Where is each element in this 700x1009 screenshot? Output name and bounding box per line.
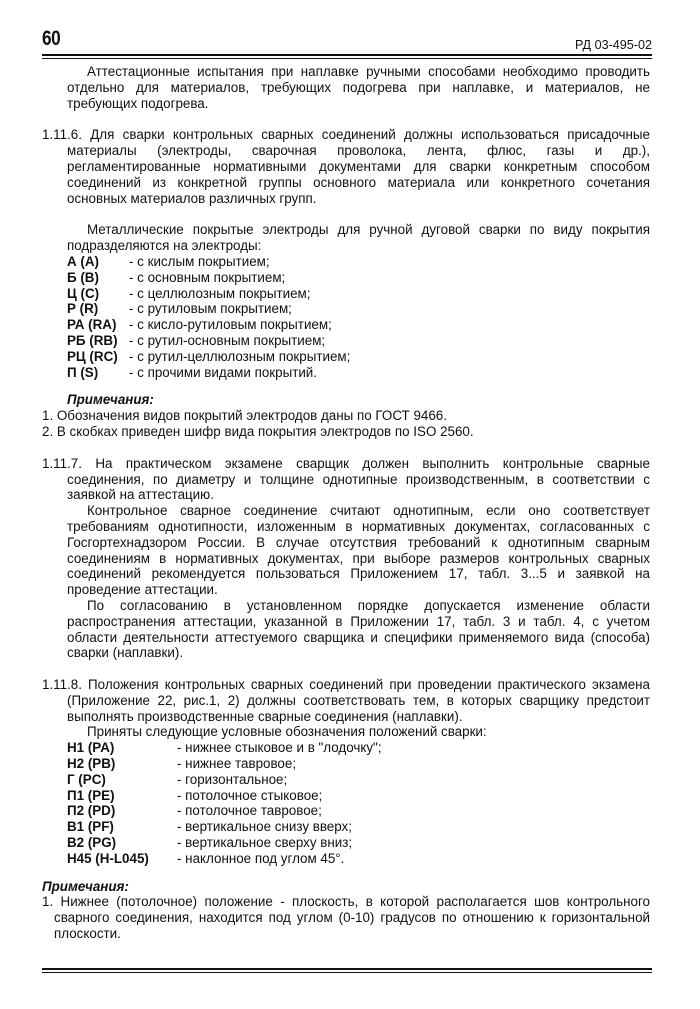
footer-rule <box>42 968 652 973</box>
welding-position-row <box>67 835 650 851</box>
welding-position-row <box>67 819 650 835</box>
code-label: Ц (С) <box>67 285 100 301</box>
code-description: - с основным покрытием; <box>129 269 286 285</box>
welding-position-row <box>67 851 650 867</box>
section-1-11-8: 1.11.8. Положения контрольных сварных соединений при проведении практического экзамена (Приложение 22, рис.1, 2) должны соответствовать тем, в которых сварщику предстоит выполнять производственные сварные соединения (наплавки). <box>42 677 650 724</box>
code-label: В2 (PG) <box>67 835 117 851</box>
code-description: - с кислым покрытием; <box>129 253 270 269</box>
code-label: Р (R) <box>67 301 99 317</box>
code-label: Б (В) <box>67 269 99 285</box>
welding-position-row <box>67 788 650 804</box>
note-item: 1. Обозначения видов покрытий электродов даны по ГОСТ 9466. <box>42 408 447 424</box>
code-label: Н45 (H-L045) <box>67 850 149 866</box>
electrode-type-row <box>67 349 650 365</box>
code-label: Г (PC) <box>67 771 106 787</box>
code-description: - с прочими видами покрытий. <box>129 364 318 380</box>
code-description: - с рутил-целлюлозным покрытием; <box>129 348 351 364</box>
notes-list <box>42 894 650 941</box>
code-label: Н1 (PA) <box>67 740 115 756</box>
electrode-type-row <box>67 333 650 349</box>
code-label: РЦ (RC) <box>67 348 118 364</box>
code-description: - нижнее тавровое; <box>177 756 297 772</box>
code-description: - вертикальное сверху вниз; <box>177 835 353 851</box>
notes-title: Примечания: <box>67 392 154 408</box>
electrode-type-row <box>67 270 650 286</box>
code-description: - потолочное тавровое; <box>177 803 322 819</box>
electrode-type-row <box>67 254 650 270</box>
section-1-11-6: 1.11.6. Для сварки контрольных сварных соединений должны использоваться присадочные материалы (электроды, сварочная проволока, лента, флюс, газы и др.), регламентированные нормативными документами для сварки конкретным способом соединений из конкретной группы основного материала или конкретного сочетания основных материалов различных групп. <box>42 127 650 206</box>
code-label: В1 (PF) <box>67 819 114 835</box>
welding-position-row <box>67 740 650 756</box>
positions-intro: Приняты следующие условные обозначения положений сварки: <box>87 724 487 740</box>
code-description: - с рутиловым покрытием; <box>129 301 292 317</box>
code-description: - потолочное стыковое; <box>177 787 323 803</box>
section-1-11-7-para-2: Контрольное сварное соединение считают однотипным, если оно соответствует требованиям однотипности, изложенным в нормативных документах, согласованных с Госгортехнадзором России. В случае отсутствия требований к однотипным сварным соединениям в нормативных документах, при выборе размеров контрольных сварных соединений рекомендуется пользоваться Приложением 17, табл. 3...5 и заявкой на проведение аттестации. <box>67 503 650 598</box>
note-item: 1. Нижнее (потолочное) положение - плоскость, в которой располагается шов контрольного сварного соединения, находится под углом (0-10) градусов по отношению к горизонтальной плоскости. <box>42 894 650 942</box>
welding-positions-list <box>67 740 650 866</box>
intro-paragraph: Аттестационные испытания при наплавке ручными способами необходимо проводить отдельно для материалов, требующих подогрева при наплавке, и материалов, не требующих подогрева. <box>67 64 650 111</box>
electrode-type-row <box>67 301 650 317</box>
electrode-type-row <box>67 365 650 381</box>
welding-position-row <box>67 772 650 788</box>
code-label: Н2 (PB) <box>67 756 116 772</box>
code-label: П2 (PD) <box>67 803 116 819</box>
welding-position-row <box>67 756 650 772</box>
electrodes-intro: Металлические покрытые электроды для ручной дуговой сварки по виду покрытия подразделяются на электроды: <box>67 222 650 254</box>
code-description: - горизонтальное; <box>177 771 288 787</box>
note-item: 2. В скобках приведен шифр вида покрытия электродов по ISO 2560. <box>42 423 474 439</box>
code-description: - наклонное под углом 45°. <box>177 850 345 866</box>
electrode-types-list <box>67 254 650 380</box>
code-description: - нижнее стыковое и в "лодочку"; <box>177 740 382 756</box>
code-label: РА (RA) <box>67 317 117 333</box>
code-description: - с целлюлозным покрытием; <box>129 285 311 301</box>
code-description: - вертикальное снизу вверх; <box>177 819 352 835</box>
page-number: 60 <box>42 27 61 50</box>
welding-position-row <box>67 803 650 819</box>
section-1-11-7-para-3: По согласованию в установленном порядке допускается изменение области распространения аттестации, указанной в Приложении 17, табл. 3 и табл. 4, с учетом области деятельности аттестуемого сварщика и специфики применяемого вида (способа) сварки (наплавки). <box>67 597 650 661</box>
code-label: П1 (PE) <box>67 787 115 803</box>
electrode-type-row <box>67 286 650 302</box>
document-code: РД 03-495-02 <box>574 38 652 52</box>
notes-list <box>42 408 650 440</box>
notes-title: Примечания: <box>42 878 129 894</box>
code-label: РБ (RB) <box>67 332 118 348</box>
code-label: П (S) <box>67 364 99 380</box>
code-description: - с рутил-основным покрытием; <box>129 332 326 348</box>
code-label: А (А) <box>67 253 99 269</box>
header-rule <box>42 54 652 59</box>
code-description: - с кисло-рутиловым покрытием; <box>129 317 332 333</box>
section-1-11-7: 1.11.7. На практическом экзамене сварщик должен выполнить контрольные сварные соединения, по диаметру и толщине однотипные производственным, в соответствии с заявкой на аттестацию. <box>42 455 650 503</box>
electrode-type-row <box>67 317 650 333</box>
page-content <box>42 64 650 942</box>
